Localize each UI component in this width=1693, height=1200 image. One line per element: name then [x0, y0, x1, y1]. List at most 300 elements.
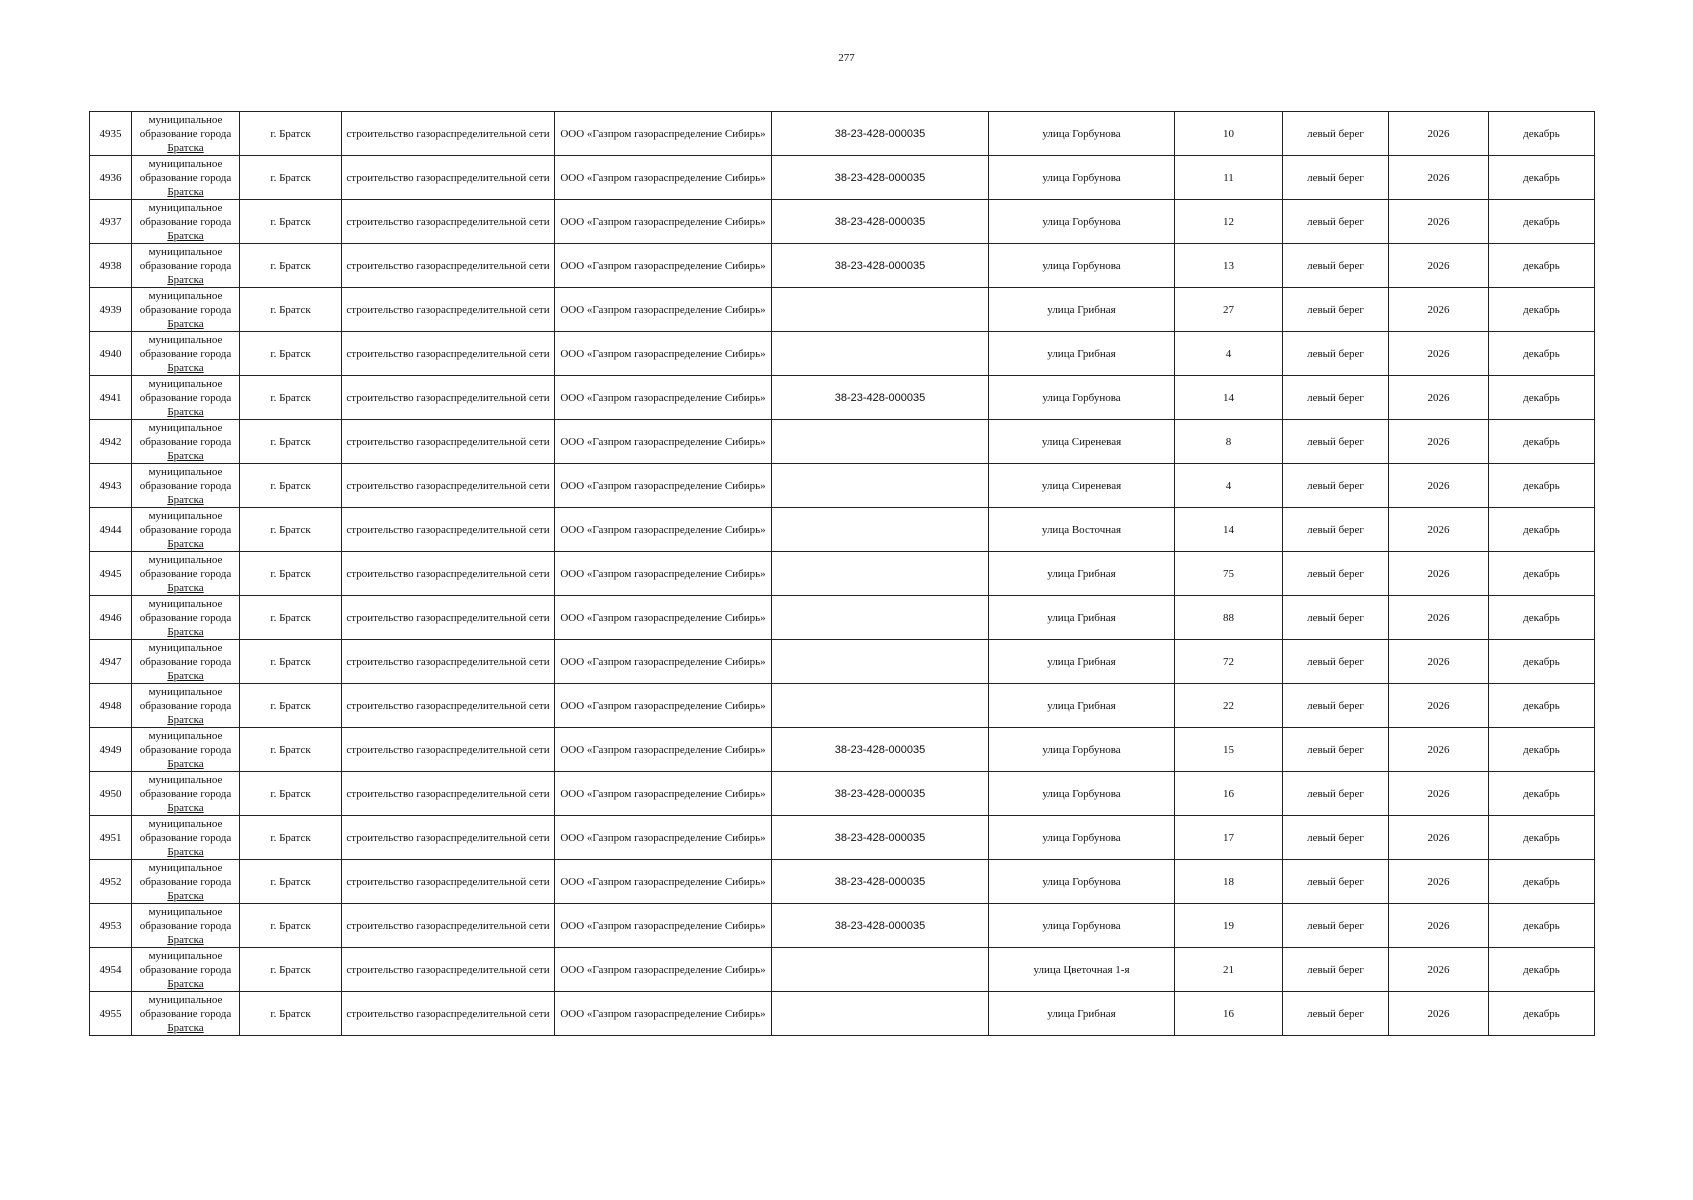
- municipality-line: Братска: [167, 405, 204, 418]
- municipality-line: Братска: [167, 801, 204, 814]
- house-number-cell: 88: [1175, 596, 1283, 640]
- row-number-cell: 4948: [90, 684, 132, 728]
- month-cell: декабрь: [1489, 640, 1595, 684]
- row-number-cell: 4950: [90, 772, 132, 816]
- object-code-cell: [772, 684, 989, 728]
- table-row: [90, 244, 1595, 288]
- year-cell: 2026: [1389, 640, 1489, 684]
- river-bank-cell: левый берег: [1283, 860, 1389, 904]
- organization-cell: ООО «Газпром газораспределение Сибирь»: [555, 728, 772, 772]
- municipality-line: образование города: [139, 435, 232, 448]
- table-row: [90, 904, 1595, 948]
- year-cell: 2026: [1389, 728, 1489, 772]
- object-code-cell: 38-23-428-000035: [772, 200, 989, 244]
- work-type-cell: строительство газораспределительной сети: [342, 332, 555, 376]
- municipality-line: Братска: [167, 625, 204, 638]
- municipality-line: образование города: [139, 655, 232, 668]
- year-cell: 2026: [1389, 596, 1489, 640]
- street-cell: улица Грибная: [989, 596, 1175, 640]
- month-cell: декабрь: [1489, 244, 1595, 288]
- work-type-cell: строительство газораспределительной сети: [342, 816, 555, 860]
- municipality-line: Братска: [167, 757, 204, 770]
- organization-cell: ООО «Газпром газораспределение Сибирь»: [555, 640, 772, 684]
- municipality-line: муниципальное: [148, 685, 223, 698]
- object-code-cell: 38-23-428-000035: [772, 156, 989, 200]
- street-cell: улица Грибная: [989, 640, 1175, 684]
- municipality-cell: [132, 992, 240, 1036]
- municipality-line: Братска: [167, 449, 204, 462]
- table-row: [90, 640, 1595, 684]
- river-bank-cell: левый берег: [1283, 112, 1389, 156]
- street-cell: улица Цветочная 1-я: [989, 948, 1175, 992]
- city-cell: г. Братск: [240, 376, 342, 420]
- object-code-cell: [772, 288, 989, 332]
- organization-cell: ООО «Газпром газораспределение Сибирь»: [555, 376, 772, 420]
- river-bank-cell: левый берег: [1283, 244, 1389, 288]
- river-bank-cell: левый берег: [1283, 288, 1389, 332]
- municipality-line: образование города: [139, 831, 232, 844]
- work-type-cell: строительство газораспределительной сети: [342, 156, 555, 200]
- object-code-cell: [772, 332, 989, 376]
- year-cell: 2026: [1389, 508, 1489, 552]
- month-cell: декабрь: [1489, 288, 1595, 332]
- municipality-line: муниципальное: [148, 289, 223, 302]
- table-row: [90, 508, 1595, 552]
- municipality-line: Братска: [167, 185, 204, 198]
- city-cell: г. Братск: [240, 420, 342, 464]
- municipality-line: муниципальное: [148, 641, 223, 654]
- municipality-cell: [132, 728, 240, 772]
- municipality-line: Братска: [167, 141, 204, 154]
- year-cell: 2026: [1389, 112, 1489, 156]
- street-cell: улица Горбунова: [989, 200, 1175, 244]
- municipality-line: образование города: [139, 787, 232, 800]
- month-cell: декабрь: [1489, 112, 1595, 156]
- object-code-cell: 38-23-428-000035: [772, 860, 989, 904]
- work-type-cell: строительство газораспределительной сети: [342, 288, 555, 332]
- year-cell: 2026: [1389, 904, 1489, 948]
- municipality-line: образование города: [139, 919, 232, 932]
- organization-cell: ООО «Газпром газораспределение Сибирь»: [555, 552, 772, 596]
- object-code-cell: 38-23-428-000035: [772, 816, 989, 860]
- municipality-line: образование города: [139, 743, 232, 756]
- municipality-line: муниципальное: [148, 773, 223, 786]
- table-row: [90, 156, 1595, 200]
- month-cell: декабрь: [1489, 596, 1595, 640]
- table-row: [90, 332, 1595, 376]
- municipality-cell: [132, 640, 240, 684]
- organization-cell: ООО «Газпром газораспределение Сибирь»: [555, 420, 772, 464]
- municipality-line: муниципальное: [148, 949, 223, 962]
- municipality-line: Братска: [167, 493, 204, 506]
- municipality-cell: [132, 948, 240, 992]
- organization-cell: ООО «Газпром газораспределение Сибирь»: [555, 684, 772, 728]
- month-cell: декабрь: [1489, 156, 1595, 200]
- work-type-cell: строительство газораспределительной сети: [342, 992, 555, 1036]
- river-bank-cell: левый берег: [1283, 420, 1389, 464]
- object-code-cell: [772, 464, 989, 508]
- year-cell: 2026: [1389, 992, 1489, 1036]
- month-cell: декабрь: [1489, 420, 1595, 464]
- table-row: [90, 728, 1595, 772]
- table-row: [90, 420, 1595, 464]
- house-number-cell: 19: [1175, 904, 1283, 948]
- table-row: [90, 596, 1595, 640]
- municipality-line: Братска: [167, 977, 204, 990]
- river-bank-cell: левый берег: [1283, 640, 1389, 684]
- river-bank-cell: левый берег: [1283, 332, 1389, 376]
- municipality-line: муниципальное: [148, 421, 223, 434]
- city-cell: г. Братск: [240, 948, 342, 992]
- month-cell: декабрь: [1489, 552, 1595, 596]
- municipality-line: образование города: [139, 699, 232, 712]
- month-cell: декабрь: [1489, 332, 1595, 376]
- municipality-line: образование города: [139, 611, 232, 624]
- work-type-cell: строительство газораспределительной сети: [342, 376, 555, 420]
- work-type-cell: строительство газораспределительной сети: [342, 904, 555, 948]
- municipality-cell: [132, 684, 240, 728]
- organization-cell: ООО «Газпром газораспределение Сибирь»: [555, 244, 772, 288]
- year-cell: 2026: [1389, 332, 1489, 376]
- object-code-cell: [772, 552, 989, 596]
- month-cell: декабрь: [1489, 992, 1595, 1036]
- street-cell: улица Горбунова: [989, 904, 1175, 948]
- object-code-cell: 38-23-428-000035: [772, 244, 989, 288]
- municipality-cell: [132, 464, 240, 508]
- municipality-line: Братска: [167, 889, 204, 902]
- month-cell: декабрь: [1489, 376, 1595, 420]
- house-number-cell: 11: [1175, 156, 1283, 200]
- city-cell: г. Братск: [240, 904, 342, 948]
- month-cell: декабрь: [1489, 728, 1595, 772]
- work-type-cell: строительство газораспределительной сети: [342, 948, 555, 992]
- year-cell: 2026: [1389, 376, 1489, 420]
- street-cell: улица Горбунова: [989, 112, 1175, 156]
- organization-cell: ООО «Газпром газораспределение Сибирь»: [555, 948, 772, 992]
- table-row: [90, 772, 1595, 816]
- river-bank-cell: левый берег: [1283, 948, 1389, 992]
- municipality-line: образование города: [139, 567, 232, 580]
- city-cell: г. Братск: [240, 244, 342, 288]
- municipality-line: муниципальное: [148, 245, 223, 258]
- work-type-cell: строительство газораспределительной сети: [342, 244, 555, 288]
- organization-cell: ООО «Газпром газораспределение Сибирь»: [555, 772, 772, 816]
- street-cell: улица Горбунова: [989, 816, 1175, 860]
- house-number-cell: 17: [1175, 816, 1283, 860]
- municipality-cell: [132, 244, 240, 288]
- row-number-cell: 4944: [90, 508, 132, 552]
- house-number-cell: 12: [1175, 200, 1283, 244]
- organization-cell: ООО «Газпром газораспределение Сибирь»: [555, 288, 772, 332]
- municipality-line: Братска: [167, 1021, 204, 1034]
- work-type-cell: строительство газораспределительной сети: [342, 200, 555, 244]
- house-number-cell: 16: [1175, 992, 1283, 1036]
- organization-cell: ООО «Газпром газораспределение Сибирь»: [555, 332, 772, 376]
- month-cell: декабрь: [1489, 816, 1595, 860]
- organization-cell: ООО «Газпром газораспределение Сибирь»: [555, 464, 772, 508]
- municipality-cell: [132, 420, 240, 464]
- row-number-cell: 4951: [90, 816, 132, 860]
- municipality-line: Братска: [167, 669, 204, 682]
- object-code-cell: 38-23-428-000035: [772, 728, 989, 772]
- table-row: [90, 376, 1595, 420]
- house-number-cell: 13: [1175, 244, 1283, 288]
- year-cell: 2026: [1389, 816, 1489, 860]
- organization-cell: ООО «Газпром газораспределение Сибирь»: [555, 860, 772, 904]
- work-type-cell: строительство газораспределительной сети: [342, 728, 555, 772]
- municipality-line: Братска: [167, 581, 204, 594]
- object-code-cell: [772, 992, 989, 1036]
- city-cell: г. Братск: [240, 596, 342, 640]
- river-bank-cell: левый берег: [1283, 156, 1389, 200]
- month-cell: декабрь: [1489, 684, 1595, 728]
- municipality-cell: [132, 200, 240, 244]
- organization-cell: ООО «Газпром газораспределение Сибирь»: [555, 816, 772, 860]
- street-cell: улица Горбунова: [989, 728, 1175, 772]
- river-bank-cell: левый берег: [1283, 552, 1389, 596]
- city-cell: г. Братск: [240, 508, 342, 552]
- work-type-cell: строительство газораспределительной сети: [342, 552, 555, 596]
- row-number-cell: 4936: [90, 156, 132, 200]
- object-code-cell: 38-23-428-000035: [772, 904, 989, 948]
- house-number-cell: 75: [1175, 552, 1283, 596]
- row-number-cell: 4953: [90, 904, 132, 948]
- municipality-line: муниципальное: [148, 553, 223, 566]
- table-row: [90, 112, 1595, 156]
- work-type-cell: строительство газораспределительной сети: [342, 508, 555, 552]
- municipality-line: муниципальное: [148, 861, 223, 874]
- municipality-line: образование города: [139, 171, 232, 184]
- river-bank-cell: левый берег: [1283, 816, 1389, 860]
- year-cell: 2026: [1389, 948, 1489, 992]
- object-code-cell: [772, 420, 989, 464]
- table-row: [90, 200, 1595, 244]
- year-cell: 2026: [1389, 288, 1489, 332]
- year-cell: 2026: [1389, 552, 1489, 596]
- street-cell: улица Горбунова: [989, 244, 1175, 288]
- municipality-line: муниципальное: [148, 465, 223, 478]
- work-type-cell: строительство газораспределительной сети: [342, 464, 555, 508]
- house-number-cell: 4: [1175, 464, 1283, 508]
- river-bank-cell: левый берег: [1283, 376, 1389, 420]
- house-number-cell: 27: [1175, 288, 1283, 332]
- river-bank-cell: левый берег: [1283, 508, 1389, 552]
- object-code-cell: 38-23-428-000035: [772, 772, 989, 816]
- row-number-cell: 4949: [90, 728, 132, 772]
- object-code-cell: [772, 508, 989, 552]
- city-cell: г. Братск: [240, 684, 342, 728]
- row-number-cell: 4945: [90, 552, 132, 596]
- house-number-cell: 18: [1175, 860, 1283, 904]
- municipality-line: образование города: [139, 127, 232, 140]
- register-table: [89, 111, 1595, 1036]
- house-number-cell: 16: [1175, 772, 1283, 816]
- register-body: [90, 112, 1595, 1036]
- municipality-line: образование города: [139, 523, 232, 536]
- city-cell: г. Братск: [240, 860, 342, 904]
- year-cell: 2026: [1389, 200, 1489, 244]
- river-bank-cell: левый берег: [1283, 596, 1389, 640]
- object-code-cell: 38-23-428-000035: [772, 376, 989, 420]
- street-cell: улица Восточная: [989, 508, 1175, 552]
- city-cell: г. Братск: [240, 728, 342, 772]
- row-number-cell: 4943: [90, 464, 132, 508]
- work-type-cell: строительство газораспределительной сети: [342, 772, 555, 816]
- row-number-cell: 4941: [90, 376, 132, 420]
- river-bank-cell: левый берег: [1283, 464, 1389, 508]
- year-cell: 2026: [1389, 772, 1489, 816]
- city-cell: г. Братск: [240, 816, 342, 860]
- street-cell: улица Сиреневая: [989, 464, 1175, 508]
- city-cell: г. Братск: [240, 464, 342, 508]
- row-number-cell: 4940: [90, 332, 132, 376]
- municipality-cell: [132, 288, 240, 332]
- house-number-cell: 21: [1175, 948, 1283, 992]
- municipality-line: муниципальное: [148, 333, 223, 346]
- work-type-cell: строительство газораспределительной сети: [342, 420, 555, 464]
- city-cell: г. Братск: [240, 640, 342, 684]
- row-number-cell: 4955: [90, 992, 132, 1036]
- object-code-cell: [772, 948, 989, 992]
- municipality-line: муниципальное: [148, 113, 223, 126]
- month-cell: декабрь: [1489, 200, 1595, 244]
- work-type-cell: строительство газораспределительной сети: [342, 112, 555, 156]
- city-cell: г. Братск: [240, 992, 342, 1036]
- month-cell: декабрь: [1489, 860, 1595, 904]
- row-number-cell: 4954: [90, 948, 132, 992]
- municipality-line: образование города: [139, 391, 232, 404]
- municipality-line: образование города: [139, 259, 232, 272]
- street-cell: улица Грибная: [989, 332, 1175, 376]
- municipality-cell: [132, 332, 240, 376]
- organization-cell: ООО «Газпром газораспределение Сибирь»: [555, 508, 772, 552]
- work-type-cell: строительство газораспределительной сети: [342, 860, 555, 904]
- municipality-line: образование города: [139, 303, 232, 316]
- river-bank-cell: левый берег: [1283, 992, 1389, 1036]
- municipality-line: Братска: [167, 273, 204, 286]
- municipality-line: Братска: [167, 537, 204, 550]
- row-number-cell: 4947: [90, 640, 132, 684]
- street-cell: улица Грибная: [989, 288, 1175, 332]
- city-cell: г. Братск: [240, 112, 342, 156]
- municipality-line: Братска: [167, 229, 204, 242]
- work-type-cell: строительство газораспределительной сети: [342, 684, 555, 728]
- month-cell: декабрь: [1489, 464, 1595, 508]
- table-row: [90, 816, 1595, 860]
- municipality-cell: [132, 816, 240, 860]
- municipality-cell: [132, 156, 240, 200]
- table-row: [90, 464, 1595, 508]
- house-number-cell: 15: [1175, 728, 1283, 772]
- municipality-line: муниципальное: [148, 509, 223, 522]
- street-cell: улица Горбунова: [989, 156, 1175, 200]
- table-row: [90, 684, 1595, 728]
- house-number-cell: 8: [1175, 420, 1283, 464]
- municipality-line: образование города: [139, 215, 232, 228]
- row-number-cell: 4946: [90, 596, 132, 640]
- city-cell: г. Братск: [240, 156, 342, 200]
- organization-cell: ООО «Газпром газораспределение Сибирь»: [555, 904, 772, 948]
- street-cell: улица Грибная: [989, 992, 1175, 1036]
- object-code-cell: 38-23-428-000035: [772, 112, 989, 156]
- street-cell: улица Грибная: [989, 684, 1175, 728]
- city-cell: г. Братск: [240, 288, 342, 332]
- river-bank-cell: левый берег: [1283, 684, 1389, 728]
- year-cell: 2026: [1389, 420, 1489, 464]
- municipality-line: образование города: [139, 347, 232, 360]
- organization-cell: ООО «Газпром газораспределение Сибирь»: [555, 992, 772, 1036]
- table-row: [90, 992, 1595, 1036]
- municipality-cell: [132, 596, 240, 640]
- river-bank-cell: левый берег: [1283, 728, 1389, 772]
- municipality-line: образование города: [139, 963, 232, 976]
- municipality-line: Братска: [167, 713, 204, 726]
- municipality-cell: [132, 860, 240, 904]
- table-row: [90, 948, 1595, 992]
- municipality-cell: [132, 904, 240, 948]
- city-cell: г. Братск: [240, 552, 342, 596]
- page-number: 277: [838, 52, 855, 64]
- month-cell: декабрь: [1489, 948, 1595, 992]
- house-number-cell: 14: [1175, 508, 1283, 552]
- house-number-cell: 10: [1175, 112, 1283, 156]
- municipality-line: муниципальное: [148, 377, 223, 390]
- work-type-cell: строительство газораспределительной сети: [342, 596, 555, 640]
- river-bank-cell: левый берег: [1283, 772, 1389, 816]
- municipality-line: образование города: [139, 875, 232, 888]
- year-cell: 2026: [1389, 156, 1489, 200]
- organization-cell: ООО «Газпром газораспределение Сибирь»: [555, 112, 772, 156]
- street-cell: улица Горбунова: [989, 860, 1175, 904]
- month-cell: декабрь: [1489, 904, 1595, 948]
- municipality-line: Братска: [167, 845, 204, 858]
- organization-cell: ООО «Газпром газораспределение Сибирь»: [555, 200, 772, 244]
- municipality-cell: [132, 552, 240, 596]
- city-cell: г. Братск: [240, 772, 342, 816]
- object-code-cell: [772, 640, 989, 684]
- municipality-line: Братска: [167, 317, 204, 330]
- municipality-line: муниципальное: [148, 729, 223, 742]
- house-number-cell: 72: [1175, 640, 1283, 684]
- municipality-cell: [132, 376, 240, 420]
- table-row: [90, 860, 1595, 904]
- street-cell: улица Грибная: [989, 552, 1175, 596]
- month-cell: декабрь: [1489, 772, 1595, 816]
- table-row: [90, 552, 1595, 596]
- municipality-line: Братска: [167, 933, 204, 946]
- municipality-line: муниципальное: [148, 157, 223, 170]
- river-bank-cell: левый берег: [1283, 904, 1389, 948]
- month-cell: декабрь: [1489, 508, 1595, 552]
- municipality-line: образование города: [139, 1007, 232, 1020]
- organization-cell: ООО «Газпром газораспределение Сибирь»: [555, 156, 772, 200]
- municipality-line: муниципальное: [148, 597, 223, 610]
- municipality-cell: [132, 508, 240, 552]
- municipality-line: муниципальное: [148, 201, 223, 214]
- year-cell: 2026: [1389, 244, 1489, 288]
- row-number-cell: 4952: [90, 860, 132, 904]
- municipality-line: муниципальное: [148, 817, 223, 830]
- row-number-cell: 4938: [90, 244, 132, 288]
- row-number-cell: 4939: [90, 288, 132, 332]
- city-cell: г. Братск: [240, 200, 342, 244]
- municipality-cell: [132, 772, 240, 816]
- street-cell: улица Горбунова: [989, 376, 1175, 420]
- city-cell: г. Братск: [240, 332, 342, 376]
- work-type-cell: строительство газораспределительной сети: [342, 640, 555, 684]
- house-number-cell: 22: [1175, 684, 1283, 728]
- row-number-cell: 4935: [90, 112, 132, 156]
